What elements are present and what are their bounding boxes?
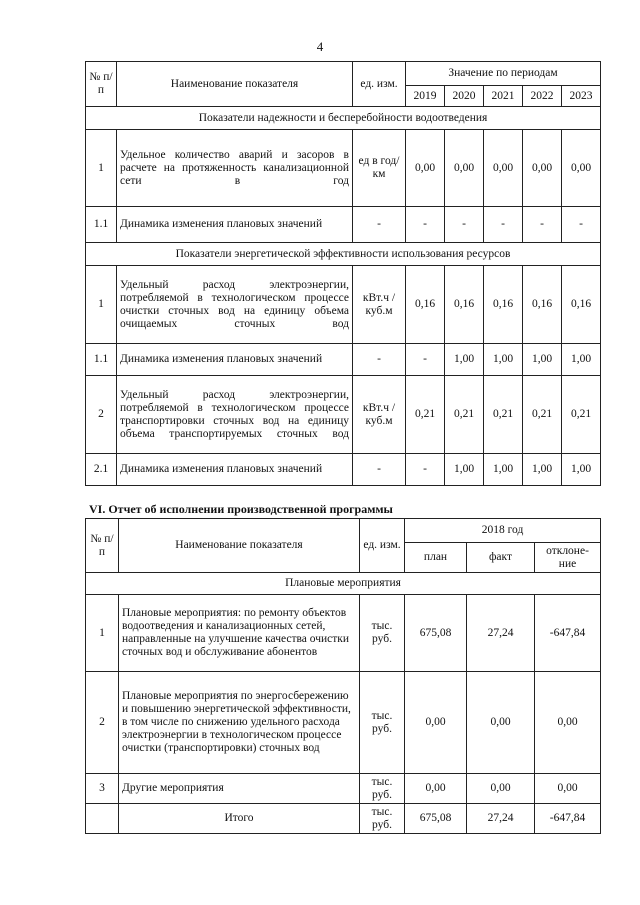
row-value: 0,00 (445, 130, 484, 207)
section-reliability: Показатели надежности и бесперебойности водоотведения (86, 107, 601, 130)
table-row (86, 207, 601, 243)
total-fact: 27,24 (467, 804, 535, 834)
row-num: 3 (86, 774, 119, 804)
row-unit: - (353, 207, 406, 243)
row-fact: 0,00 (467, 774, 535, 804)
header-fact: факт (467, 543, 535, 573)
row-value: 1,00 (484, 454, 523, 486)
row-unit: кВт.ч / куб.м (353, 266, 406, 344)
row-deviation: 0,00 (535, 774, 601, 804)
row-name: Динамика изменения плановых значений (117, 344, 353, 376)
header-year: 2022 (523, 86, 562, 107)
row-plan: 0,00 (405, 774, 467, 804)
header-num: № п/п (86, 519, 119, 573)
table-row (86, 774, 601, 804)
row-value: 0,16 (523, 266, 562, 344)
row-value: 0,16 (445, 266, 484, 344)
row-value: - (523, 207, 562, 243)
row-num: 1 (86, 266, 117, 344)
row-value: 0,16 (562, 266, 601, 344)
indicators-table (85, 61, 601, 486)
total-unit: тыс. руб. (360, 804, 405, 834)
header-year: 2019 (406, 86, 445, 107)
header-year: 2023 (562, 86, 601, 107)
row-unit: кВт.ч / куб.м (353, 376, 406, 454)
row-value: 0,00 (523, 130, 562, 207)
table-row (86, 344, 601, 376)
header-year: 2018 год (405, 519, 601, 543)
row-name: Динамика изменения плановых значений (117, 207, 353, 243)
row-value: - (562, 207, 601, 243)
row-unit: тыс. руб. (360, 774, 405, 804)
program-report-table (85, 518, 601, 834)
row-num: 1.1 (86, 207, 117, 243)
header-name: Наименование показателя (117, 62, 353, 107)
row-value: 0,21 (523, 376, 562, 454)
table-row (86, 672, 601, 774)
row-value: 1,00 (523, 454, 562, 486)
header-plan: план (405, 543, 467, 573)
row-name: Плановые мероприятия: по ремонту объектов водоотведения и канализационных сетей, направленные на улучшение качества очистки сточных вод и обслуживание абонентов (119, 595, 360, 672)
table-row (86, 376, 601, 454)
row-value: 0,21 (484, 376, 523, 454)
page-number: 4 (316, 39, 324, 54)
row-value: 0,16 (406, 266, 445, 344)
header-year: 2021 (484, 86, 523, 107)
row-num: 2 (86, 672, 119, 774)
row-value: 0,21 (562, 376, 601, 454)
row-num: 1.1 (86, 344, 117, 376)
row-unit: тыс. руб. (360, 595, 405, 672)
row-unit: - (353, 454, 406, 486)
row-deviation: -647,84 (535, 595, 601, 672)
row-name: Другие мероприятия (119, 774, 360, 804)
row-num: 2 (86, 376, 117, 454)
header-deviation: отклоне-ние (535, 543, 601, 573)
row-unit: ед в год/ км (353, 130, 406, 207)
row-unit: тыс. руб. (360, 672, 405, 774)
row-value: 0,16 (484, 266, 523, 344)
row-value: 0,00 (406, 130, 445, 207)
total-deviation: -647,84 (535, 804, 601, 834)
row-value: 1,00 (562, 344, 601, 376)
row-name: Плановые мероприятия по энергосбережению и повышению энергетической эффективности, в том числе по снижению удельного расхода электроэнергии в технологическом процессе очистки (транспортировки) сточных вод (119, 672, 360, 774)
row-plan: 0,00 (405, 672, 467, 774)
row-value: - (484, 207, 523, 243)
table-row (86, 595, 601, 672)
row-value: 1,00 (484, 344, 523, 376)
row-name: Удельное количество аварий и засоров в расчете на протяженность канализационной сети в год (117, 130, 353, 207)
header-num: № п/п (86, 62, 117, 107)
table-row (86, 266, 601, 344)
header-name: Наименование показателя (119, 519, 360, 573)
section-energy: Показатели энергетической эффективности использования ресурсов (86, 243, 601, 266)
row-num: 1 (86, 130, 117, 207)
row-plan: 675,08 (405, 595, 467, 672)
row-num: 1 (86, 595, 119, 672)
row-unit: - (353, 344, 406, 376)
table-row (86, 130, 601, 207)
row-value: 0,21 (445, 376, 484, 454)
row-deviation: 0,00 (535, 672, 601, 774)
table-row (86, 454, 601, 486)
row-value: 1,00 (523, 344, 562, 376)
row-fact: 0,00 (467, 672, 535, 774)
total-label: Итого (119, 804, 360, 834)
header-unit: ед. изм. (353, 62, 406, 107)
row-num: 2.1 (86, 454, 117, 486)
row-value: - (406, 207, 445, 243)
row-value: 1,00 (445, 344, 484, 376)
row-value: - (445, 207, 484, 243)
header-periods: Значение по периодам (406, 62, 601, 86)
row-value: 1,00 (445, 454, 484, 486)
row-value: - (406, 344, 445, 376)
row-value: 1,00 (562, 454, 601, 486)
section-title: VI. Отчет об исполнении производственной программы (89, 502, 393, 516)
row-value: 0,00 (484, 130, 523, 207)
row-value: 0,00 (562, 130, 601, 207)
header-year: 2020 (445, 86, 484, 107)
total-plan: 675,08 (405, 804, 467, 834)
section-planned: Плановые мероприятия (86, 573, 601, 595)
row-value: 0,21 (406, 376, 445, 454)
row-name: Удельный расход электроэнергии, потребляемой в технологическом процессе транспортировки сточных вод на единицу объема транспортируемых сточных вод (117, 376, 353, 454)
header-unit: ед. изм. (360, 519, 405, 573)
total-num (86, 804, 119, 834)
row-value: - (406, 454, 445, 486)
row-fact: 27,24 (467, 595, 535, 672)
row-name: Динамика изменения плановых значений (117, 454, 353, 486)
total-row (86, 804, 601, 834)
row-name: Удельный расход электроэнергии, потребляемой в технологическом процессе очистки сточных вод на единицу объема очищаемых сточных вод (117, 266, 353, 344)
